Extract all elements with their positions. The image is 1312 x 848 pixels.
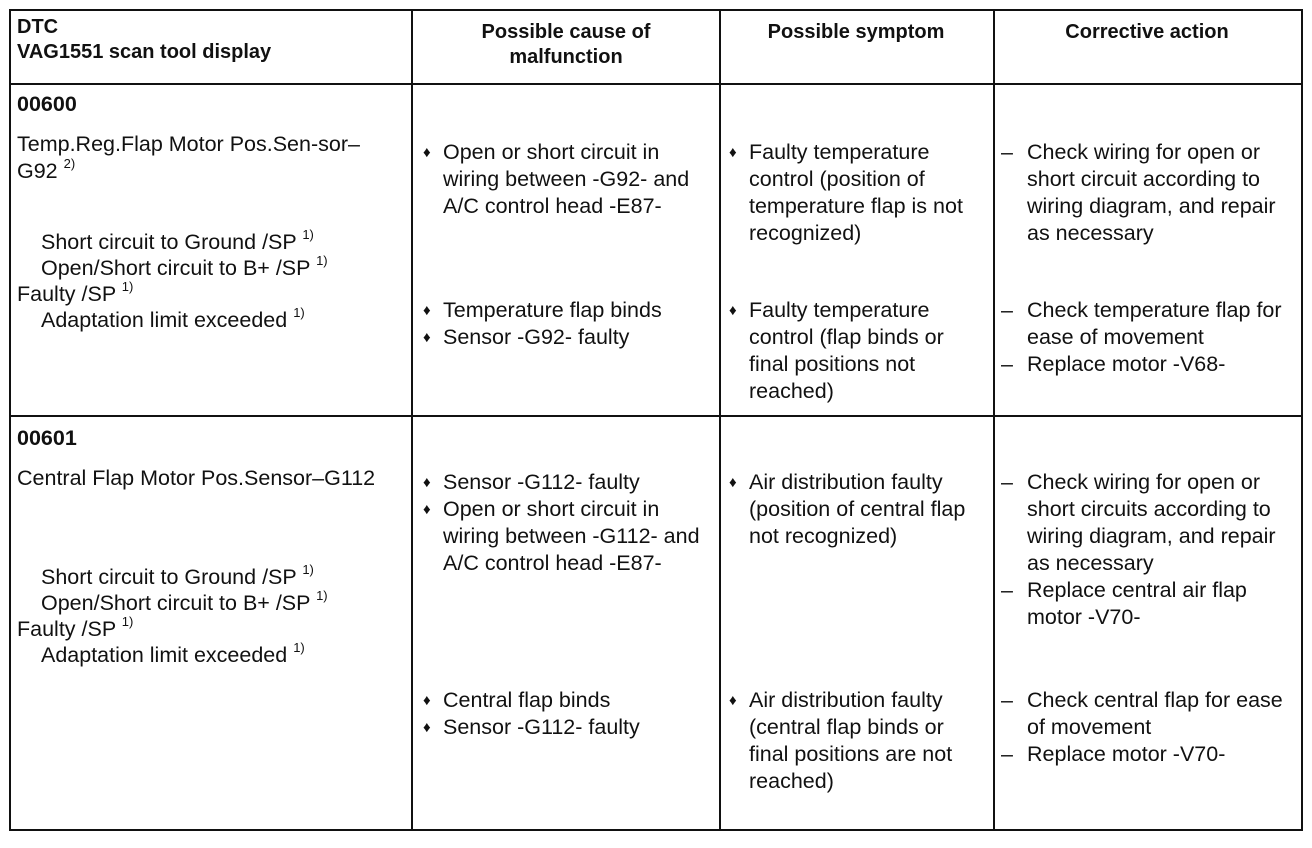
header-dtc (17, 15, 407, 65)
row-00600-actions-a (997, 139, 1299, 247)
row-00601-actions-a (997, 469, 1299, 631)
symptom-item: ♦ Faulty temperature control (position of temperature flap is not recognized) (729, 140, 963, 245)
dash-icon: – (1001, 140, 1013, 164)
row-00600-symptoms-b (727, 297, 989, 405)
component-name (17, 131, 397, 185)
component-name (17, 465, 389, 492)
footnote-ref: 2) (63, 155, 76, 171)
component-label: Central Flap Motor Pos.Sensor–G112 (17, 466, 376, 490)
dtc-table (9, 9, 1303, 831)
bullet-icon: ♦ (729, 302, 737, 319)
row-00600-dtc (17, 91, 407, 333)
row-00601-dtc (17, 425, 407, 668)
cause-item: ♦ Temperature flap binds (423, 298, 662, 322)
dash-icon: – (1001, 352, 1013, 376)
dash-icon: – (1001, 298, 1013, 322)
header-symptom: Possible symptom (767, 21, 945, 43)
fault-mode: Open/Short circuit to B+ /SP $^{1)}$ (41, 252, 328, 280)
row-00601-causes-a (421, 469, 713, 577)
cause-item: ♦ Sensor -G92- faulty (423, 325, 630, 349)
dash-icon: – (1001, 688, 1013, 712)
header-cause: Possible cause of malfunction (481, 21, 651, 68)
bullet-icon: ♦ (729, 692, 737, 709)
dash-icon: – (1001, 578, 1013, 602)
header-divider (11, 83, 1301, 85)
action-item: – Check temperature flap for ease of movement (1001, 298, 1282, 349)
bullet-icon: ♦ (423, 501, 431, 518)
fault-mode: Adaptation limit exceeded $^{1)}$ (41, 639, 305, 667)
row-00600-causes-a (421, 139, 713, 220)
col-divider (993, 11, 995, 829)
fault-modes (17, 561, 407, 668)
bullet-icon: ♦ (423, 692, 431, 709)
action-item: – Check wiring for open or short circuits according to wiring diagram, and repair as necessary (1001, 470, 1276, 575)
bullet-icon: ♦ (729, 474, 737, 491)
action-item: – Replace motor -V68- (1001, 352, 1226, 376)
col-divider (411, 11, 413, 829)
cause-item: ♦ Open or short circuit in wiring between -G92- and A/C control head -E87- (423, 140, 690, 218)
fault-mode: Short circuit to Ground /SP $^{1)}$ (41, 561, 314, 589)
header-scan-tool-label: VAG1551 scan tool display (17, 41, 272, 63)
bullet-icon: ♦ (423, 302, 431, 319)
row-00601-symptoms-b (727, 687, 989, 795)
cause-item: ♦ Central flap binds (423, 688, 611, 712)
symptom-item: ♦ Air distribution faulty (position of central flap not recognized) (729, 470, 966, 548)
row-00600-actions-b (997, 297, 1299, 378)
bullet-icon: ♦ (423, 719, 431, 736)
row-00601-symptoms-a (727, 469, 989, 550)
symptom-item: ♦ Faulty temperature control (flap binds or final positions not reached) (729, 298, 944, 403)
row-00601-actions-b (997, 687, 1299, 768)
dash-icon: – (1001, 470, 1013, 494)
symptom-item: ♦ Air distribution faulty (central flap binds or final positions are not reached) (729, 688, 953, 793)
bullet-icon: ♦ (423, 144, 431, 161)
cause-item: ♦ Open or short circuit in wiring between -G112- and A/C control head -E87- (423, 497, 700, 575)
row-00600-symptoms-a (727, 139, 989, 247)
row-00600-causes-b (421, 297, 713, 351)
fault-modes (17, 226, 407, 333)
dash-icon: – (1001, 742, 1013, 766)
dtc-code: 00601 (17, 426, 77, 450)
fault-mode: Adaptation limit exceeded $^{1)}$ (41, 304, 305, 332)
bullet-icon: ♦ (423, 474, 431, 491)
fault-mode: Short circuit to Ground /SP $^{1)}$ (41, 226, 314, 254)
fault-mode: Faulty /SP $^{1)}$ (17, 613, 134, 641)
action-item: – Check central flap for ease of movement (1001, 688, 1283, 739)
header-action: Corrective action (1065, 21, 1229, 43)
component-label: Temp.Reg.Flap Motor Pos.Sen-sor–G92 (17, 132, 360, 183)
header-dtc-label: DTC (17, 16, 59, 38)
cause-item: ♦ Sensor -G112- faulty (423, 470, 640, 494)
col-divider (719, 11, 721, 829)
bullet-icon: ♦ (729, 144, 737, 161)
cause-item: ♦ Sensor -G112- faulty (423, 715, 640, 739)
fault-mode: Faulty /SP $^{1)}$ (17, 278, 134, 306)
dtc-code: 00600 (17, 92, 77, 116)
row-divider (11, 415, 1301, 417)
action-item: – Check wiring for open or short circuit according to wiring diagram, and repair as necessary (1001, 140, 1276, 245)
action-item: – Replace motor -V70- (1001, 742, 1226, 766)
row-00601-causes-b (421, 687, 713, 741)
fault-mode: Open/Short circuit to B+ /SP $^{1)}$ (41, 587, 328, 615)
bullet-icon: ♦ (423, 329, 431, 346)
action-item: – Replace central air flap motor -V70- (1001, 578, 1247, 629)
